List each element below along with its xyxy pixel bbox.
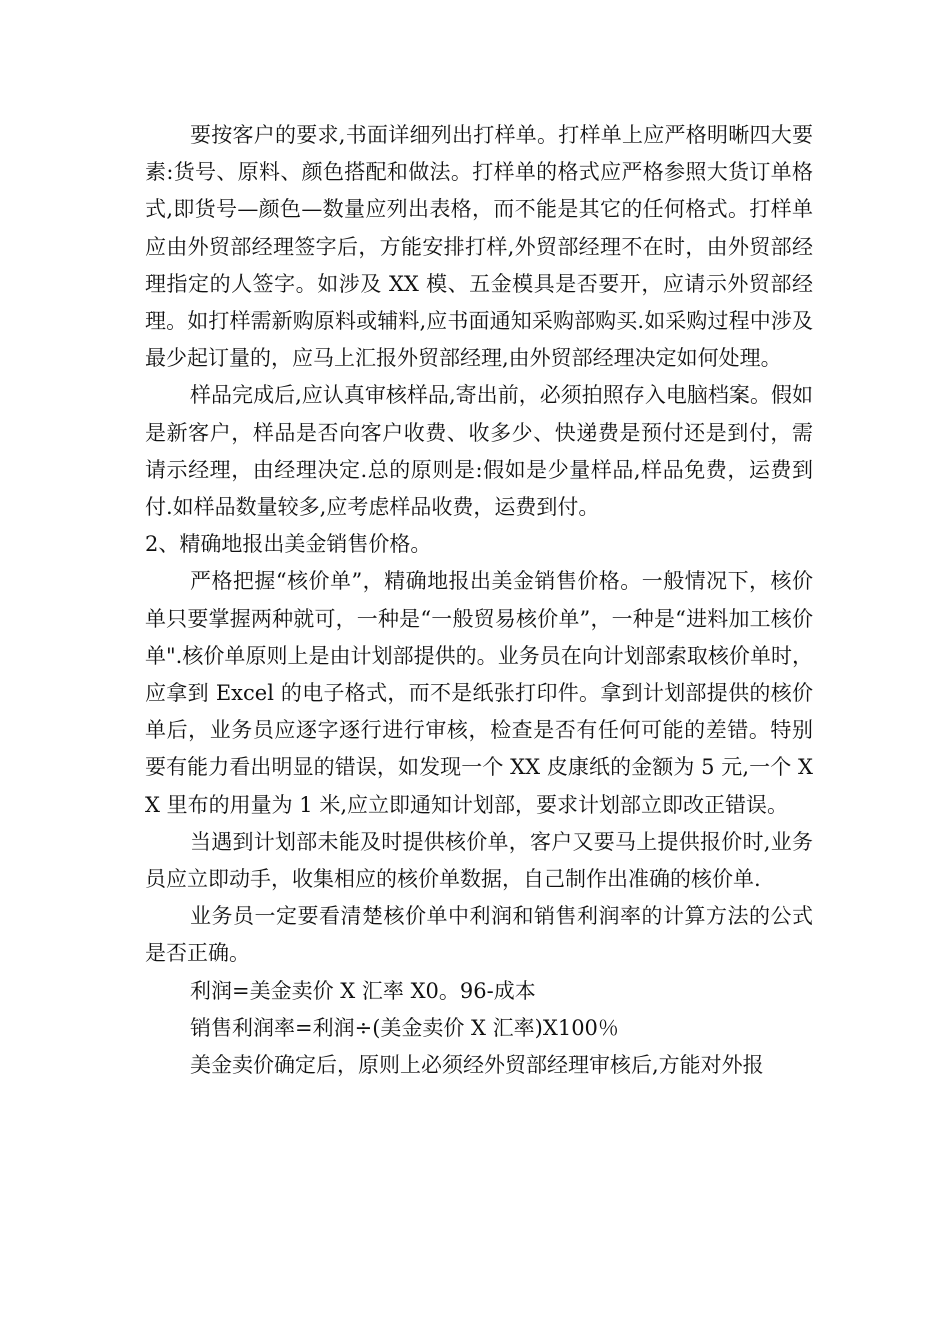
section-heading-price: 2、精确地报出美金销售价格。	[145, 532, 432, 557]
paragraph-pricing-sheet: 严格把握“核价单”，精确地报出美金销售价格。一般情况下，核价单只要掌握两种就可，一种是“一般贸易核价单”，一种是“进料加工核价单".核价单原则上是由计划部提供的。业务员在向计划部索取核价单时，应拿到 Excel 的电子格式，而不是纸张打印件。拿到计划部提供的核价单后，业务员应逐字逐行进行审核，检查是否有任何可能的差错。特别要有能力看出明显的错误，如发现一个 XX 皮康纸的金额为 5 元,一个 XX 里布的用量为 1 米,应立即通知计划部，要求计划部立即改正错误。	[145, 569, 813, 817]
paragraph-price-approval: 美金卖价确定后，原则上必须经外贸部经理审核后,方能对外报	[190, 1053, 764, 1078]
paragraph-sample-order: 要按客户的要求,书面详细列出打样单。打样单上应严格明晰四大要素:货号、原料、颜色搭配和做法。打样单的格式应严格参照大货订单格式,即货号—颜色—数量应列出表格，而不能是其它的任何格式。打样单应由外贸部经理签字后，方能安排打样,外贸部经理不在时，由外贸部经理指定的人签字。如涉及 XX 模、五金模具是否要开，应请示外贸部经理。如打样需新购原料或辅料,应书面通知采购部购买.如采购过程中涉及最少起订量的，应马上汇报外贸部经理,由外贸部经理决定如何处理。	[145, 123, 813, 371]
document-body	[145, 117, 813, 1084]
paragraph-sample-review: 样品完成后,应认真审核样品,寄出前，必须拍照存入电脑档案。假如是新客户，样品是否向客户收费、收多少、快递费是预付还是到付，需请示经理，由经理决定.总的原则是:假如是少量样品,样品免费，运费到付.如样品数量较多,应考虑样品收费，运费到付。	[145, 383, 813, 520]
paragraph-self-made-sheet: 当遇到计划部未能及时提供核价单，客户又要马上提供报价时,业务员应立即动手，收集相应的核价单数据，自己制作出准确的核价单.	[145, 829, 813, 892]
formula-profit-rate: 销售利润率=利润÷(美金卖价 X 汇率)X100％	[190, 1015, 619, 1040]
paragraph-profit-formula-intro: 业务员一定要看清楚核价单中利润和销售利润率的计算方法的公式是否正确。	[145, 904, 813, 966]
formula-profit: 利润=美金卖价 X 汇率 X0。96-成本	[190, 978, 536, 1003]
